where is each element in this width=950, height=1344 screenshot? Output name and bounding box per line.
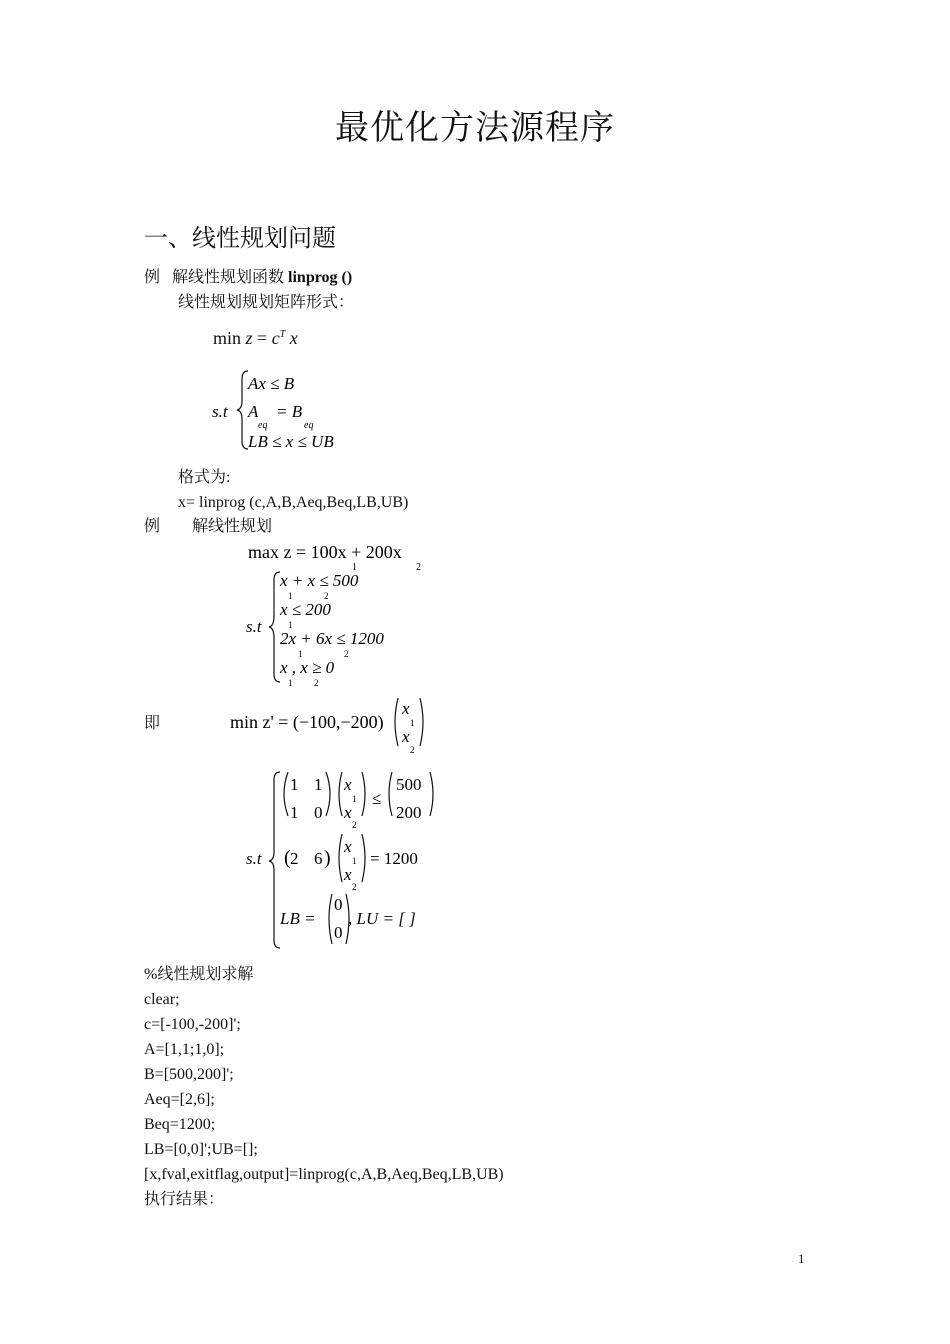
code-block (144, 962, 504, 1212)
svg-text:x + x ≤ 500: x + x ≤ 500 (280, 571, 359, 590)
svg-text:1: 1 (410, 718, 415, 728)
format-call: x= linprog (c,A,B,Aeq,Beq,LB,UB) (178, 494, 409, 511)
svg-text:≤: ≤ (372, 789, 382, 808)
example2-label: 例 (144, 518, 161, 535)
code-line: LB=[0,0]';UB=[]; (144, 1141, 258, 1158)
svg-text:Ax ≤ B: Ax ≤ B (248, 374, 295, 393)
svg-text:LB ≤ x ≤ UB: LB ≤ x ≤ UB (248, 432, 334, 451)
svg-text:x: x (344, 775, 352, 794)
paren-left (395, 698, 398, 746)
svg-text:s.t: s.t (246, 849, 262, 868)
svg-text:x: x (402, 699, 410, 718)
objective-formula: $\min z = c^T$ x (213, 328, 298, 348)
svg-text:x , x ≥ 0: x , x ≥ 0 (280, 658, 335, 677)
equiv-constraints (244, 768, 464, 952)
code-line: [x,fval,exitflag,output]=linprog(c,A,B,Aeq,Beq,LB,UB) (144, 1166, 504, 1183)
left-brace (269, 772, 280, 948)
code-line: B=[500,200]'; (144, 1066, 234, 1083)
svg-text:2: 2 (410, 745, 415, 754)
svg-text:, LU = [ ]: , LU = [ ] (348, 909, 416, 928)
svg-text:2: 2 (324, 591, 329, 601)
svg-text:1: 1 (290, 775, 299, 794)
svg-text:2: 2 (352, 882, 357, 892)
svg-text:1: 1 (298, 649, 303, 659)
svg-text:1: 1 (288, 620, 293, 630)
svg-text:1: 1 (352, 856, 357, 866)
format-label: 格式为: (178, 469, 231, 486)
svg-text:eq: eq (304, 420, 314, 431)
example2-line (144, 517, 272, 537)
code-line: clear; (144, 991, 180, 1008)
paren-right (420, 698, 423, 746)
svg-text:): ) (324, 847, 331, 869)
svg-text:1: 1 (352, 562, 357, 573)
code-line: 执行结果： (144, 1191, 225, 1208)
example1-text: 解线性规划函数 (172, 269, 285, 286)
svg-text:x: x (344, 837, 352, 856)
svg-text:x: x (402, 727, 410, 746)
svg-text:1: 1 (352, 794, 357, 804)
constraint-block-1 (210, 365, 370, 455)
example1-line (144, 268, 352, 288)
svg-text:x: x (344, 865, 352, 884)
svg-text:2: 2 (344, 649, 349, 659)
example2-formula (244, 538, 474, 690)
svg-text:s.t: s.t (246, 617, 262, 636)
code-line: c=[-100,-200]'; (144, 1016, 241, 1033)
equiv-objective (228, 692, 448, 754)
section-heading: 一、线性规划问题 (144, 226, 336, 252)
svg-text:= B: = B (276, 402, 303, 421)
equiv-label: 即 (144, 715, 161, 732)
example2-text: 解线性规划 (192, 518, 273, 535)
svg-text:1: 1 (314, 775, 323, 794)
svg-text:min z' = (−100,−200): min z' = (−100,−200) (230, 712, 384, 732)
svg-text:2x + 6x ≤ 1200: 2x + 6x ≤ 1200 (280, 629, 384, 648)
st-label: s.t (212, 402, 228, 421)
svg-text:1: 1 (290, 803, 299, 822)
svg-text:6: 6 (314, 849, 323, 868)
svg-text:500: 500 (396, 775, 422, 794)
code-line: Beq=1200; (144, 1116, 216, 1133)
code-line: Aeq=[2,6]; (144, 1091, 215, 1108)
svg-text:1: 1 (288, 591, 293, 601)
svg-text:2: 2 (352, 820, 357, 830)
svg-text:1: 1 (288, 678, 293, 688)
example1-label: 例 (144, 269, 161, 286)
svg-text:A: A (248, 402, 259, 421)
svg-text:0: 0 (334, 923, 343, 942)
matrix-form-label: 线性规划规划矩阵形式： (178, 294, 355, 311)
page-title: 最优化方法源程序 (335, 110, 615, 147)
example1-func: linprog () (288, 269, 353, 286)
page-number: 1 (798, 1251, 805, 1266)
svg-text:x: x (344, 803, 352, 822)
svg-text:x ≤ 200: x ≤ 200 (280, 600, 331, 619)
paren-left: ( (284, 847, 291, 869)
code-line: A=[1,1;1,0]; (144, 1041, 225, 1058)
svg-text:= 1200: = 1200 (370, 849, 418, 868)
svg-text:2: 2 (416, 562, 421, 573)
svg-text:max z = 100x + 200x: max z = 100x + 200x (248, 542, 402, 562)
svg-text:0: 0 (334, 895, 343, 914)
svg-text:2: 2 (290, 849, 299, 868)
svg-text:eq: eq (258, 420, 268, 431)
code-line: %线性规划求解 (144, 966, 254, 983)
svg-text:2: 2 (314, 678, 319, 688)
svg-text:LB =: LB = (280, 909, 316, 928)
svg-text:200: 200 (396, 803, 422, 822)
svg-text:0: 0 (314, 803, 323, 822)
left-brace (237, 371, 248, 449)
left-brace (269, 572, 280, 682)
